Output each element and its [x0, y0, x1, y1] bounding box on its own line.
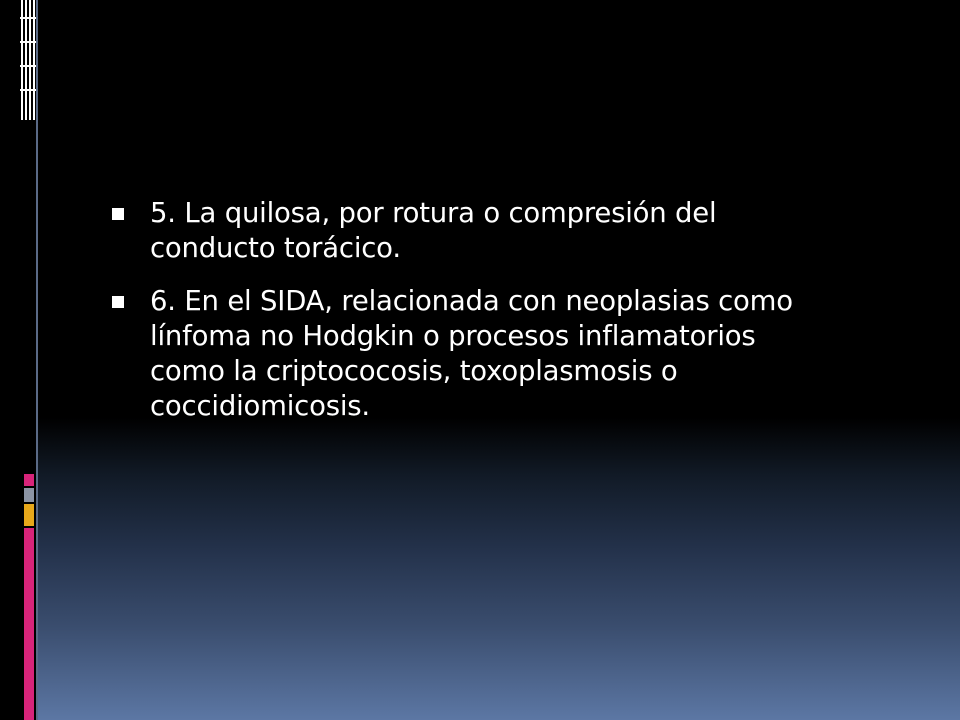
magenta-bar-bottom	[24, 528, 34, 720]
top-left-decoration	[0, 0, 38, 120]
square-bullet-icon	[112, 208, 124, 220]
decorative-lines-icon	[0, 0, 38, 120]
bullet-list	[108, 196, 828, 442]
bullet-item	[108, 196, 828, 266]
bottom-left-decoration	[0, 470, 36, 720]
bullet-text: 6. En el SIDA, relacionada con neoplasias como línfoma no Hodgkin o procesos inflamatorios como la criptococosis, toxoplasmosis o coccidiomicosis.	[150, 285, 793, 422]
square-bullet-icon	[112, 296, 124, 308]
bullet-text: 5. La quilosa, por rotura o compresión del conducto torácico.	[150, 197, 717, 264]
gray-bar	[24, 488, 34, 502]
bullet-item	[108, 284, 828, 424]
magenta-bar-top	[24, 474, 34, 486]
gold-bar	[24, 504, 34, 526]
